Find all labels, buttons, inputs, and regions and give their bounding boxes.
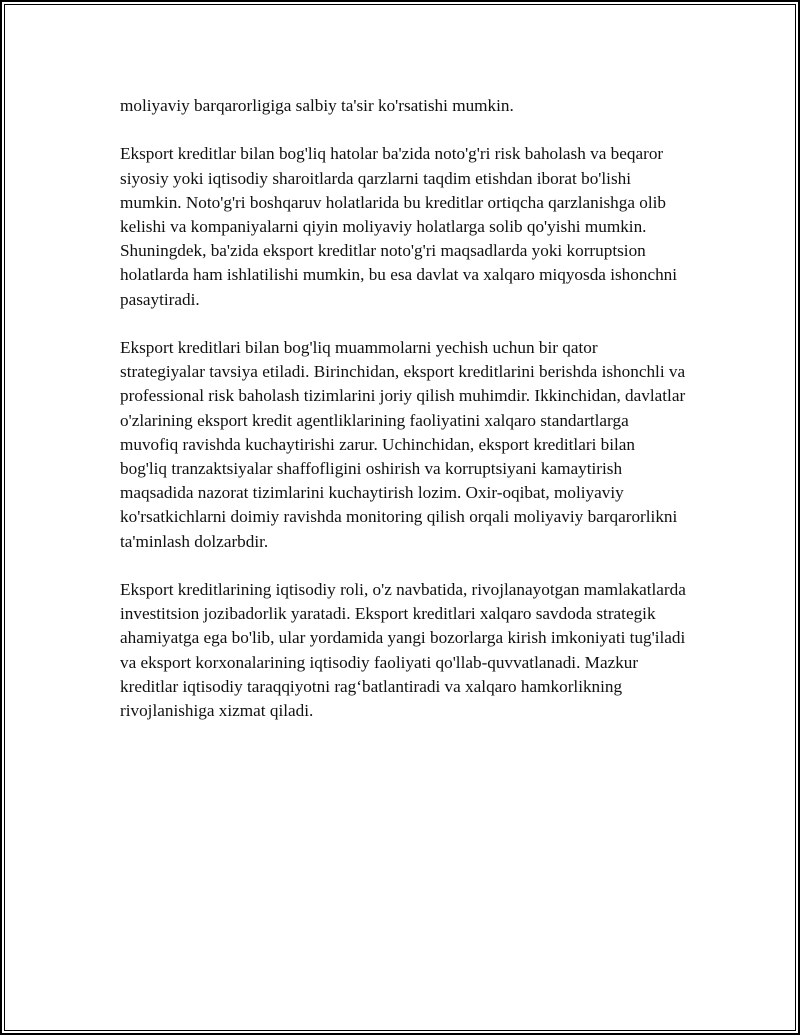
paragraph-export-credit-errors: Eksport kreditlar bilan bog'liq hatolar ba'zida noto'g'ri risk baholash va beqaror siyosiy yoki iqtisodiy sharoitlarda qarzlarni taqdim etishdan iborat bo'lishi mumkin. Noto'g'ri boshqaruv holatlarida bu kreditlar ortiqcha qarzlanishga olib kelishi va kompaniyalarni qiyin moliyaviy holatlarga solib qo'yishi mumkin. Shuningdek, ba'zida eksport kreditlar noto'g'ri maqsadlarda yoki korruptsion holatlarda ham ishlatilishi mumkin, bu esa davlat va xalqaro miqyosda ishonchni pasaytiradi. [120, 144, 678, 309]
paragraph-strategies: Eksport kreditlari bilan bog'liq muammolarni yechish uchun bir qator strategiyalar tavsiya etiladi. Birinchidan, eksport kreditlarini berishda ishonchli va professional risk baholash tizimlarini joriy qilish muhimdir. Ikkinchidan, davlatlar o'zlarining eksport kredit agentliklarining faoliyatini xalqaro standartlarga muvofiq ravishda kuchaytirishi zarur. Uchinchidan, eksport kreditlari bilan bog'liq tranzaktsiyalar shaffofligini oshirish va korruptsiyani kamaytirish maqsadida nazorat tizimlarini kuchaytirish lozim. Oxir-oqibat, moliyaviy ko'rsatkichlarni doimiy ravishda monitoring qilish orqali moliyaviy barqarorlikni ta'minlash dolzarbdir. [120, 338, 686, 551]
document-body [120, 94, 686, 747]
paragraph-continuation: moliyaviy barqarorligiga salbiy ta'sir ko'rsatishi mumkin. [120, 96, 514, 115]
paragraph-economic-role: Eksport kreditlarining iqtisodiy roli, o'z navbatida, rivojlanayotgan mamlakatlarda investitsion jozibadorlik yaratadi. Eksport kreditlari xalqaro savdoda strategik ahamiyatga ega bo'lib, ular yordamida yangi bozorlarga kirish imkoniyati tug'iladi va eksport korxonalarining iqtisodiy faoliyati qo'llab-quvvatlanadi. Mazkur kreditlar iqtisodiy taraqqiyotni rag‘batlantiradi va xalqaro hamkorlikning rivojlanishiga xizmat qiladi. [120, 580, 686, 721]
